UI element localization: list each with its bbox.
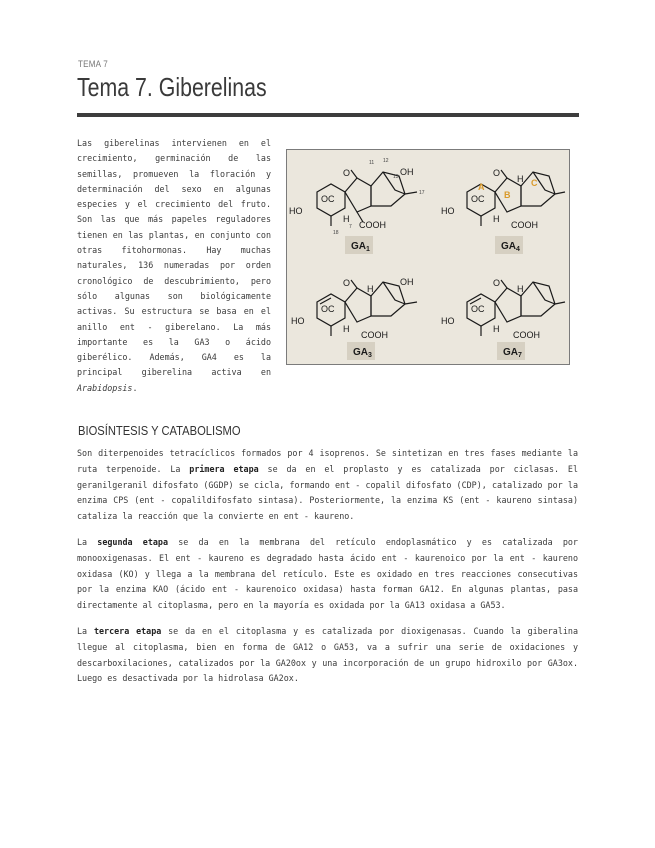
ga4-ring-letter-c: C	[531, 178, 538, 188]
intro-italic-species: Arabidopsis	[77, 382, 133, 393]
paragraph-primera-etapa	[77, 446, 578, 525]
ga7-carbonyl	[501, 280, 507, 288]
gibberellin-structures-figure	[286, 149, 570, 365]
ga3-h-top: H	[367, 284, 374, 294]
ga7-h: H	[493, 324, 500, 334]
page-title: Tema 7. Giberelinas	[77, 72, 267, 102]
paragraph-tercera-etapa	[77, 624, 578, 687]
ga4-label-text: GA	[501, 241, 516, 252]
ga4-label-subscript: 4	[516, 246, 520, 253]
ga1-oc: OC	[321, 194, 335, 204]
ga3-annotations	[291, 277, 414, 340]
ga1-label-subscript: 1	[366, 246, 370, 253]
para3-pre: La	[77, 626, 94, 636]
ga4-cooh: COOH	[511, 220, 538, 230]
ga7-h-top: H	[517, 284, 524, 294]
para1-bold: primera etapa	[189, 463, 259, 474]
structures-svg	[287, 150, 571, 366]
ga3-h: H	[343, 324, 350, 334]
ga1-c17: 17	[419, 190, 425, 196]
para3-bold: tercera etapa	[93, 626, 162, 636]
ga7-ho: HO	[441, 316, 455, 326]
ga1-c11: 11	[369, 160, 375, 166]
para1-pre: Son diterpenoides tetracíclicos formados por 4 isoprenos. Se sintetizan en tres fases mediante la ruta terpenoide. La	[77, 448, 578, 474]
ga4-h: H	[493, 214, 500, 224]
chapter-kicker: TEMA 7	[78, 59, 108, 69]
para2-bold: segunda etapa	[97, 537, 169, 547]
intro-paragraph	[77, 136, 271, 396]
ga4-h-top: H	[517, 174, 524, 184]
para3-post: se da en el citoplasma y es catalizada por dioxigenasas. Cuando la giberalina llegue al citoplasma, bien en forma de GA12 o GA53, va a sufrir una serie de oxidaciones y descarboxilaciones, catalizados por la GA20ox y una incorporación de un grupo hidroxilo por GA3ox. Luego es desactivada por la hidrolasa GA2ox.	[77, 626, 578, 684]
para1-post: se da en el proplasto y es catalizada por ciclasas. El geranilgeranil difosfato (GGDP) se cicla, formando ent - copalil difosfato (CDP), catalizado por la enzima CPS (ent - copalildifosfato sintasa). Posteriormente, la enzima KS (ent - kaureno sintasa) cataliza la reacción que la convierte en ent - kaureno.	[77, 463, 578, 522]
ga3-methylene	[405, 302, 417, 304]
ga1-c12: 12	[383, 158, 389, 164]
ga1-oh: OH	[400, 167, 414, 177]
ga1-methylene	[405, 192, 417, 194]
ga4-carbonyl	[501, 170, 507, 178]
intro-text: Las giberelinas intervienen en el crecimiento, germinación de las semillas, promueven la floración y determinación del sexo en algunas especies y el crecimiento del fruto. Son las que más papeles reguladores tienen en las plantas, en conjunto con otras fitohormonas. Hay muchas naturales, 136 numeradas por orden cronológico de descubrimiento, pero sólo algunas son biológicamente activas. Su estructura se basa en el anillo ent - giberelano. La más importante es la GA3 o ácido giberélico. Además, GA4 es la principal giberelina activa en	[77, 138, 271, 378]
ga1-ring-b	[345, 178, 371, 212]
ga7-methylene	[555, 302, 565, 304]
ga7-o: O	[493, 278, 501, 288]
ga3-cooh: COOH	[361, 330, 388, 340]
ga1-ho: HO	[289, 206, 303, 216]
ga3-oh: OH	[400, 277, 414, 287]
ga7-ring-c	[521, 282, 555, 316]
ga1-carbonyl	[351, 170, 357, 178]
ga1-cooh: COOH	[359, 220, 386, 230]
ga4-annotations	[441, 168, 538, 230]
ga7-label-text: GA	[503, 347, 518, 358]
ga3-label-text: GA	[353, 347, 368, 358]
ga4-oc: OC	[471, 194, 485, 204]
ga3-ho: HO	[291, 316, 305, 326]
ga3-ring-c	[371, 282, 405, 316]
ga7-oc: OC	[471, 304, 485, 314]
ga1-o: O	[343, 168, 351, 178]
ga1-c13: 13	[393, 174, 399, 180]
ga1-annotations	[289, 158, 425, 236]
para2-pre: La	[77, 537, 98, 547]
ga4-ring-letter-a: A	[478, 182, 485, 192]
ga7-cooh: COOH	[513, 330, 540, 340]
ga4-methylene	[555, 192, 565, 194]
section-heading-biosintesis: BIOSÍNTESIS Y CATABOLISMO	[78, 423, 241, 438]
ga3-carbonyl	[351, 280, 357, 288]
ga7-label-subscript: 7	[518, 352, 522, 359]
ga4-ring-c	[521, 172, 555, 206]
ga1-ring-c	[371, 172, 405, 206]
paragraph-segunda-etapa	[77, 535, 578, 614]
ga1-c18: 18	[333, 230, 339, 236]
title-divider	[77, 113, 579, 117]
ga4-ho: HO	[441, 206, 455, 216]
ga3-o: O	[343, 278, 351, 288]
ga3-label-subscript: 3	[368, 352, 372, 359]
intro-end: .	[132, 382, 138, 393]
ga3-oc: OC	[321, 304, 335, 314]
para2-post: se da en la membrana del retículo endoplasmático y es catalizada por monooxigenasas. El ent - kaureno es degradado hasta ácido ent - kaurenoico por la ent - kaureno oxidasa (KO) y llega a la membrana del retículo. Este es oxidado en tres reacciones consecutivas por la enzima KAO (ácido ent - kaurenoico oxidasa) hasta forman GA12. En algunas plantas, pasa directamente al citoplasma, pero en la mayoría es oxidada por la GA13 oxidasa a GA53.	[77, 537, 578, 611]
ga7-annotations	[441, 278, 540, 340]
ga4-o: O	[493, 168, 501, 178]
ga1-label-text: GA	[351, 241, 366, 252]
ga1-c7: 7	[349, 224, 352, 230]
ga1-h: H	[343, 214, 350, 224]
ga4-ring-letter-b: B	[504, 190, 511, 200]
